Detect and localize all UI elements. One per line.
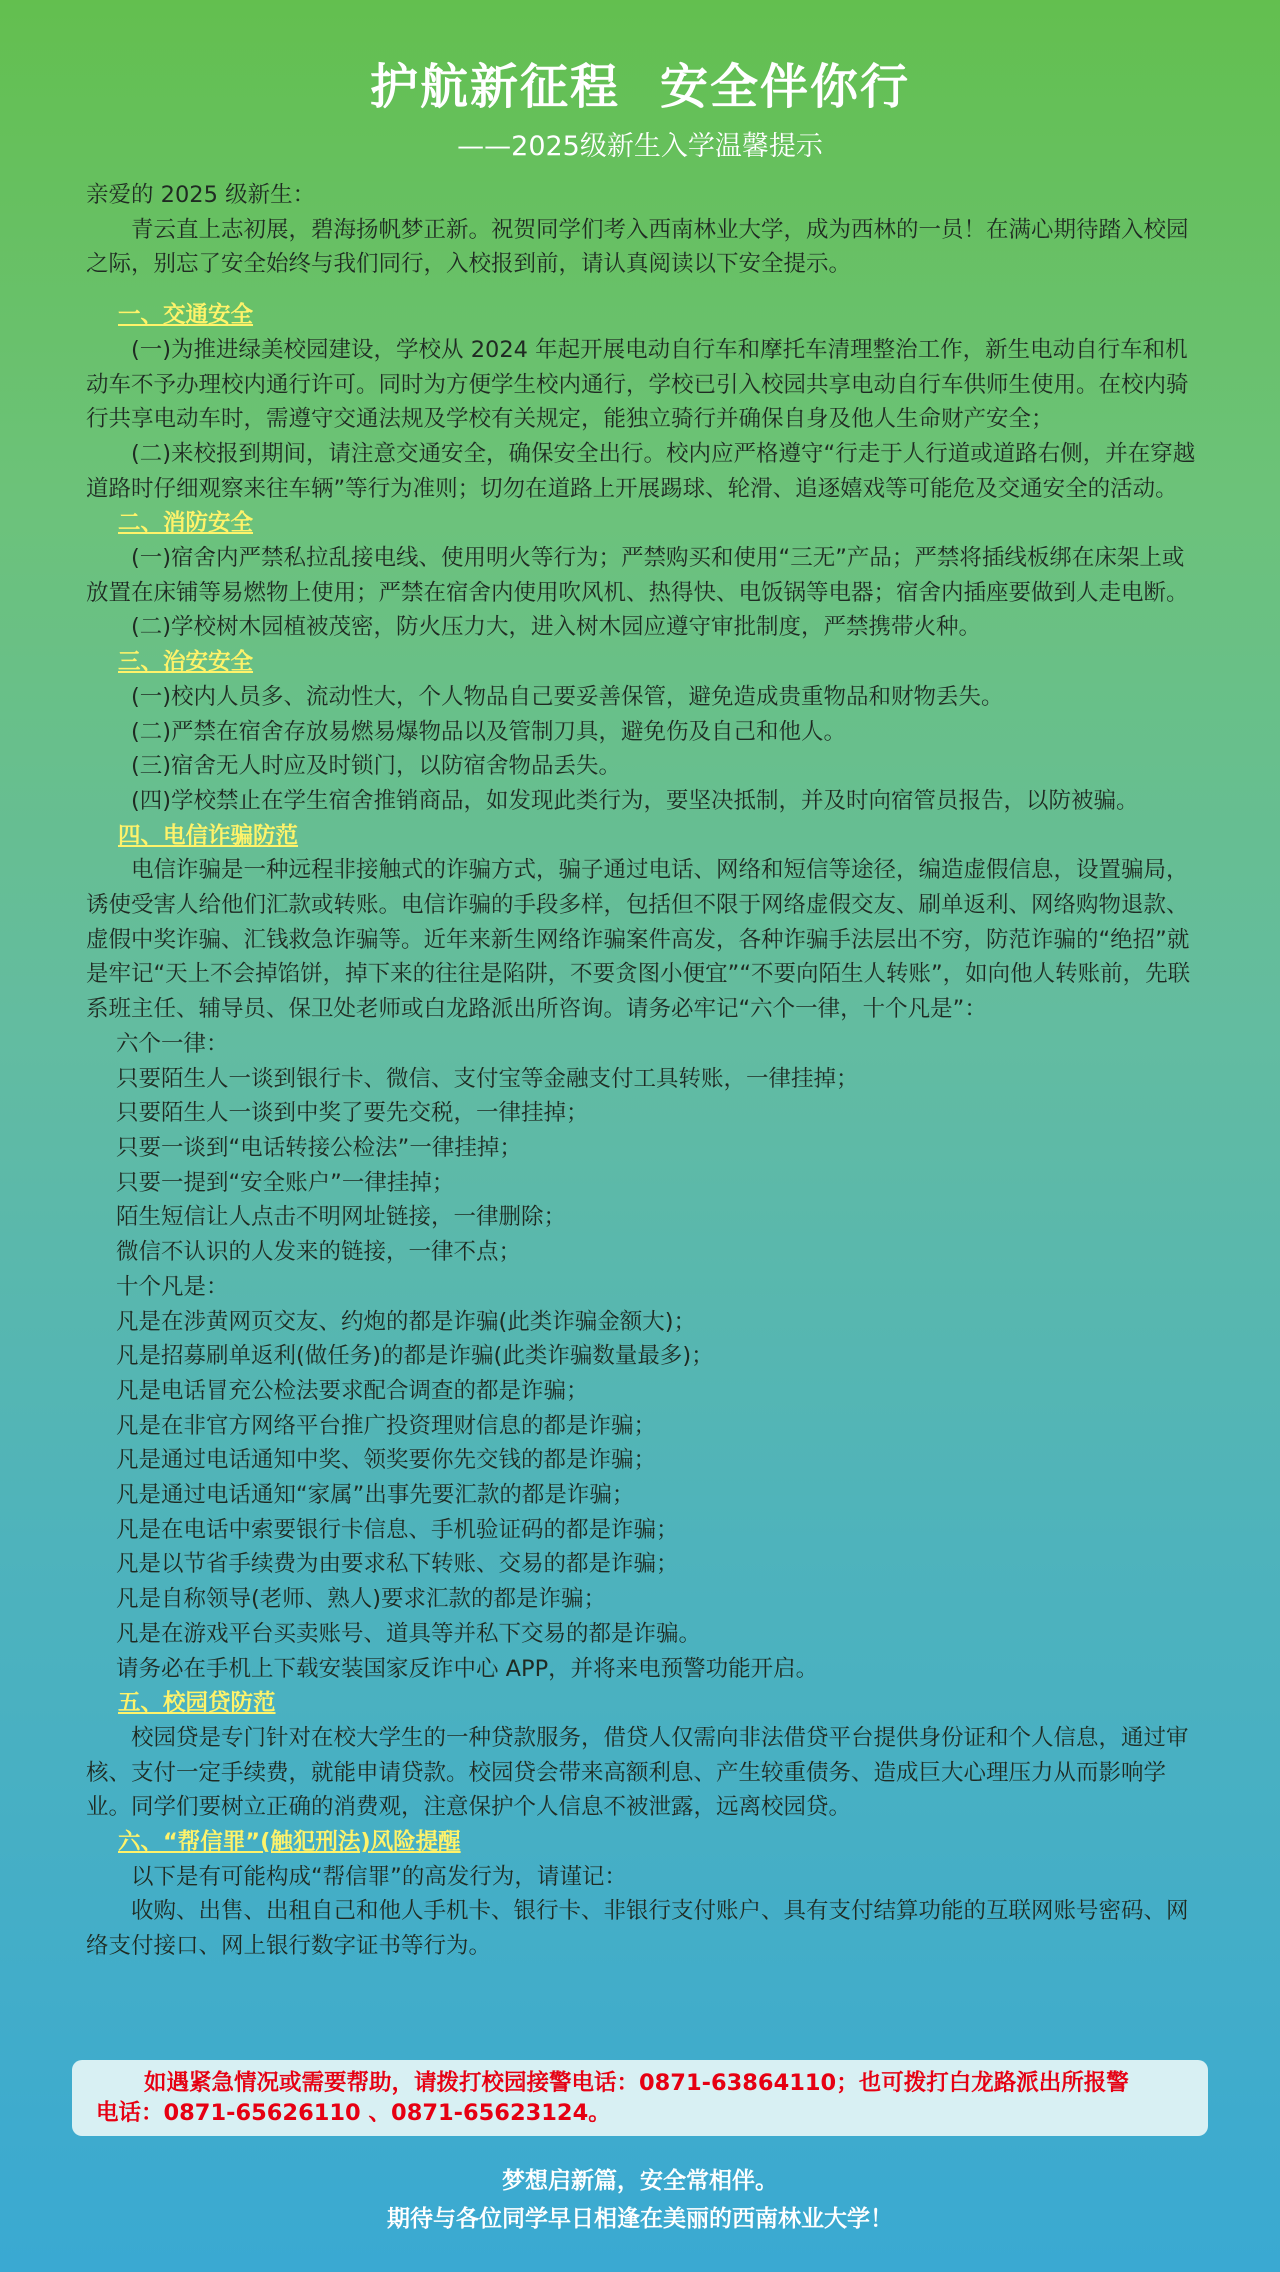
- list-item: 微信不认识的人发来的链接，一律不点；: [116, 1239, 522, 1266]
- ten-rules-title: 十个凡是：: [116, 1273, 229, 1300]
- list-item: 凡是在非官方网络平台推广投资理财信息的都是诈骗；: [116, 1412, 657, 1439]
- greeting: 亲爱的 2025 级新生：: [86, 182, 316, 208]
- fire-paragraph-1: (一)宿舍内严禁私拉乱接电线、使用明火等行为；严禁购买和使用“三无”产品；严禁将插线板绑在床架上或放置在床铺等易燃物上使用；严禁在宿舍内使用吹风机、热得快、电饭锅等电器；宿舍内插座要做到人走电断。: [86, 545, 1189, 606]
- ten-rules-list: [86, 1305, 1206, 1652]
- intro-paragraph: 青云直上志初展，碧海扬帆梦正新。祝贺同学们考入西南林业大学，成为西林的一员！在满心期待踏入校园之际，别忘了安全始终与我们同行，入校报到前，请认真阅读以下安全提示。: [86, 216, 1189, 278]
- content-body: [86, 178, 1206, 1964]
- section-title-security: 三、治安安全: [118, 649, 254, 676]
- bangxin-paragraph-2: 收购、出售、出租自己和他人手机卡、银行卡、非银行支付账户、具有支付结算功能的互联网账号密码、网络支付接口、网上银行数字证书等行为。: [86, 1898, 1189, 1960]
- traffic-paragraph-2: (二)来校报到期间，请注意交通安全，确保安全出行。校内应严格遵守“行走于人行道或道路右侧，并在穿越道路时仔细观察来往车辆”等行为准则；切勿在道路上开展踢球、轮滑、追逐嬉戏等可能危及交通安全的活动。: [86, 440, 1196, 502]
- security-paragraph-2: (二)严禁在宿舍存放易燃易爆物品以及管制刀具，避免伤及自己和他人。: [131, 718, 847, 745]
- list-item: 凡是通过电话通知“家属”出事先要汇款的都是诈骗；: [116, 1482, 635, 1509]
- list-item: 凡是通过电话通知中奖、领奖要你先交钱的都是诈骗；: [116, 1447, 657, 1474]
- six-rules-list: [86, 1062, 1206, 1270]
- list-item: 只要一提到“安全账户”一律挂掉；: [116, 1169, 455, 1196]
- list-item: 凡是以节省手续费为由要求私下转账、交易的都是诈骗；: [116, 1551, 679, 1578]
- notice-line-1: 如遇紧急情况或需要帮助，请拨打校园接警电话：0871-63864110；也可拨打白龙路派出所报警: [144, 2070, 1129, 2096]
- emergency-notice: [72, 2060, 1208, 2136]
- traffic-paragraph-1: (一)为推进绿美校园建设，学校从 2024 年起开展电动自行车和摩托车清理整治工作，新生电动自行车和机动车不予办理校内通行许可。同时为方便学生校内通行，学校已引入校园共享电动自行车供师生使用。在校内骑行共享电动车时，需遵守交通法规及学校有关规定，能独立骑行并确保自身及他人生命财产安全；: [86, 336, 1189, 433]
- list-item: 凡是电话冒充公检法要求配合调查的都是诈骗；: [116, 1377, 589, 1404]
- footer: [0, 2162, 1280, 2238]
- list-item: 凡是在涉黄网页交友、约炮的都是诈骗(此类诈骗金额大)；: [116, 1308, 697, 1335]
- six-rules-title: 六个一律：: [116, 1030, 229, 1057]
- list-item: 凡是在游戏平台买卖账号、道具等并私下交易的都是诈骗。: [116, 1620, 702, 1647]
- section-title-loan: 五、校园贷防范: [118, 1690, 276, 1717]
- title-part2: 安全伴你行: [660, 59, 911, 115]
- list-item: 凡是在电话中索要银行卡信息、手机验证码的都是诈骗；: [116, 1516, 679, 1543]
- section-title-fire: 二、消防安全: [118, 510, 254, 537]
- notice-line-2: 电话：0871-65626110 、0871-65623124。: [96, 2100, 611, 2126]
- fire-paragraph-2: (二)学校树木园植被茂密，防火压力大，进入树木园应遵守审批制度，严禁携带火种。: [131, 614, 982, 641]
- section-title-bangxin: 六、“帮信罪”(触犯刑法)风险提醒: [118, 1829, 461, 1856]
- list-item: 陌生短信让人点击不明网址链接，一律删除；: [116, 1204, 567, 1231]
- list-item: 凡是招募刷单返利(做任务)的都是诈骗(此类诈骗数量最多)；: [116, 1343, 714, 1370]
- loan-paragraph: 校园贷是专门针对在校大学生的一种贷款服务，借贷人仅需向非法借贷平台提供身份证和个人信息，通过审核、支付一定手续费，就能申请贷款。校园贷会带来高额利息、产生较重债务、造成巨大心理压力从而影响学业。同学们要树立正确的消费观，注意保护个人信息不被泄露，远离校园贷。: [86, 1724, 1189, 1821]
- title-part1: 护航新征程: [369, 59, 620, 115]
- security-paragraph-4: (四)学校禁止在学生宿舍推销商品，如发现此类行为，要坚决抵制，并及时向宿管员报告，以防被骗。: [131, 787, 1139, 814]
- page-title: [0, 48, 1280, 117]
- security-paragraph-3: (三)宿舍无人时应及时锁门，以防宿舍物品丢失。: [131, 753, 622, 780]
- list-item: 只要一谈到“电话转接公检法”一律挂掉；: [116, 1134, 522, 1161]
- list-item: 只要陌生人一谈到中奖了要先交税，一律挂掉；: [116, 1100, 589, 1127]
- list-item: 只要陌生人一谈到银行卡、微信、支付宝等金融支付工具转账，一律挂掉；: [116, 1065, 859, 1092]
- section-title-fraud: 四、电信诈骗防范: [118, 822, 299, 849]
- page-subtitle: ——2025级新生入学温馨提示: [457, 131, 823, 162]
- list-item: 凡是自称领导(老师、熟人)要求汇款的都是诈骗；: [116, 1586, 607, 1613]
- security-paragraph-1: (一)校内人员多、流动性大，个人物品自己要妥善保管，避免造成贵重物品和财物丢失。: [131, 683, 1004, 710]
- footer-line-1: 梦想启新篇，安全常相伴。: [502, 2168, 778, 2194]
- fraud-paragraph: 电信诈骗是一种远程非接触式的诈骗方式，骗子通过电话、网络和短信等途径，编造虚假信息，设置骗局，诱使受害人给他们汇款或转账。电信诈骗的手段多样，包括但不限于网络虚假交友、刷单返利、网络购物退款、虚假中奖诈骗、汇钱救急诈骗等。近年来新生网络诈骗案件高发，各种诈骗手法层出不穷，防范诈骗的“绝招”就是牢记“天上不会掉馅饼，掉下来的往往是陷阱，不要贪图小便宜”“不要向陌生人转账”，如向他人转账前，先联系班主任、辅导员、保卫处老师或白龙路派出所咨询。请务必牢记“六个一律，十个凡是”：: [86, 857, 1191, 1023]
- bangxin-paragraph-1: 以下是有可能构成“帮信罪”的高发行为，请谨记：: [131, 1863, 627, 1890]
- anti-fraud-app-tip: 请务必在手机上下载安装国家反诈中心 APP，并将来电预警功能开启。: [116, 1655, 819, 1682]
- section-title-traffic: 一、交通安全: [118, 302, 254, 329]
- footer-line-2: 期待与各位同学早日相逢在美丽的西南林业大学！: [387, 2206, 893, 2232]
